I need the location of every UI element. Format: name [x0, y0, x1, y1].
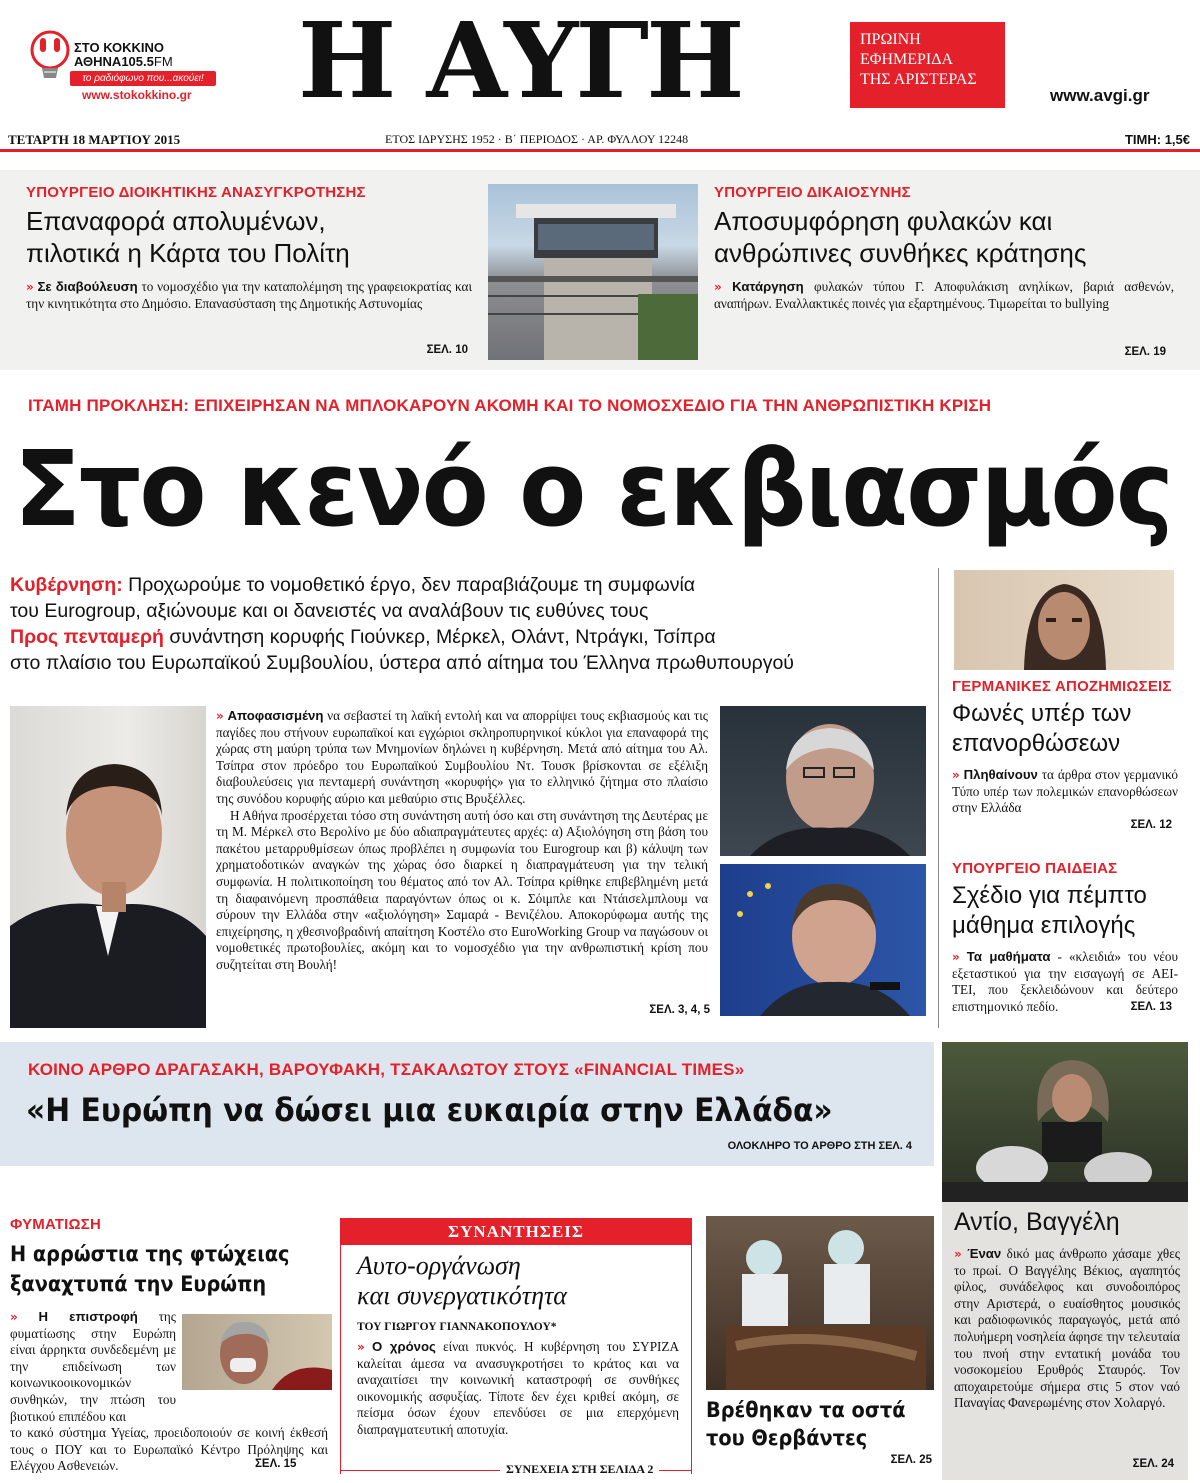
forensics-photo: [706, 1216, 934, 1390]
story-body: » Κατάργηση φυλακών τύπου Γ. Αποφυλάκιση ανηλίκων, βαριά ασθενών, αναπήρων. Εναλλακτικές ποινές για εξαρτημένους. Τιμωρείται το bullying: [714, 279, 1174, 311]
story-body: » Τα μαθήματα - «κλειδιά» του νέου εξεταστικού για την εισαγωγή σε ΑΕΙ-ΤΕΙ, που ξεκλειδώνουν και δεύτερο επιστημονικό πεδίο.: [952, 949, 1178, 1014]
double-chevron-icon: »: [357, 1340, 365, 1354]
headline: Βρέθηκαν τα οστά του Θερβάντες: [706, 1398, 906, 1450]
headline: Αποσυμφόρηση φυλακών και ανθρώπινες συνθήκες κράτησης: [714, 206, 1087, 268]
schaeuble-photo: [720, 706, 926, 856]
headline: Η αρρώστια της φτώχειας ξαναχτυπά την Ευρώπη: [10, 1242, 290, 1296]
kicker: ΓΕΡΜΑΝΙΚΕΣ ΑΠΟΖΗΜΙΩΣΕΙΣ: [952, 678, 1172, 695]
site-url[interactable]: www.avgi.gr: [1050, 86, 1150, 105]
issue-date: ΤΕΤΑΡΤΗ 18 ΜΑΡΤΙΟΥ 2015: [8, 132, 181, 147]
story-body-narrow: » Η επιστροφή της φυματίωσης στην Ευρώπη είναι άρρηκτα συνδεδεμένη με την επιδείνωση των κοινωνικοοικονομικών συνθηκών, την πτώση του βιοτικού επιπέδου και: [10, 1309, 176, 1424]
sidebar-story-education[interactable]: [952, 860, 1178, 1030]
main-headline[interactable]: Στο κενό ο εκβιασμός: [14, 428, 1172, 550]
double-chevron-icon: »: [954, 1247, 962, 1261]
masthead-title: Η ΑΥΓΗ: [298, 0, 742, 122]
page-ref: ΣΕΛ. 25: [890, 1454, 932, 1466]
main-body: » Αποφασισμένη να σεβαστεί τη λαϊκή εντολή και να απορρίψει τους εκβιασμούς και τις παγίδες που στήνουν ευρωπαϊκοί και εγχώριοι σκληροπυρηνικοί κύκλοι για επαναφορά της χώρας στη μαύρη τρύπα των Μνημονίων δηλώνει η κυβέρνηση. Μετά από αίτημα του Αλ. Τσίπρα στον πρόεδρο του Ευρωπαϊκού Συμβουλίου Ντ. Τουσκ βρίσκονται σε εξέλιξη διαβουλεύσεις για πενταμερή συνάντηση «κορυφής» για το ελληνικό ζήτημα στο πλαίσιο της συνόδου κορυφής αύριο και μεθαύριο στις Βρυξέλλες. Η Αθήνα προσέρχεται τόσο στη συνάντηση αυτή όσο και στη συνάντηση της Δευτέρας με τη Μ. Μέρκελ στο Βερολίνο με δύο αδιαπραγμάτευτες αρχές: α) Αξιολόγηση στη βάση του πακέτου μεταρρυθμίσεων όπως προβλέπει η συμφωνία του Eurogroup και β) κάλυψη των χρηματοδοτικών αναγκών της χώρας όσο διαρκεί η διαπραγμάτευση για την τελική συμφωνία. Η πολιτικοποίηση του θέματος από τον Αλ. Τσίπρα κρίθηκε επιβεβλημένη μετά τη διαφαινόμενη προσπάθεια παραγόντων όπως οι κ. Σόιμπλε και Ντάισελμπλουμ να σύρουν την Ελλάδα στην «αξιολόγηση» Σαμαρά - Βενιζέλου. Αποκορύφωμα αυτής της επιχείρησης, η χθεσινοβραδινή απαίτηση Κοστέλο στο EuroWorking Group να παγώσουν οι νομοθετικές πρωτοβουλίες, ακόμη και το νομοσχέδιο για την ανθρωπιστική κρίση που συζητείται στη Βουλή!: [216, 708, 709, 972]
price: ΤΙΜΗ: 1,5€: [1124, 132, 1190, 147]
radio-name: ΣΤΟ ΚΟΚΚΙΝΟ: [74, 40, 165, 55]
continued-ref[interactable]: ΣΥΝΕΧΕΙΑ ΣΤΗ ΣΕΛΙΔΑ 2: [500, 1462, 659, 1477]
main-deck: Κυβέρνηση: Προχωρούμε το νομοθετικό έργο, δεν παραβιάζουμε τη συμφωνία του Eurogroup, αξιώνουμε και οι δανειστές να αναλάβουν τις ευθύνες τους Προς πενταμερή συνάντηση κορυφής Γιούνκερ, Μέρκελ, Ολάντ, Ντράγκι, Τσίπρα στο πλαίσιο του Ευρωπαϊκού Συμβουλίου, ύστερα από αίτημα του Έλληνα πρωθυπουργού: [10, 574, 794, 674]
headline: Επαναφορά απολυμένων, πιλοτικά η Κάρτα του Πολίτη: [26, 206, 350, 268]
main-page-ref: ΣΕΛ. 3, 4, 5: [649, 1004, 710, 1016]
top-left-story[interactable]: [26, 184, 472, 360]
headline: «Η Ευρώπη να δώσει μια ευκαιρία στην Ελλάδα»: [26, 1091, 833, 1129]
sidebar-story-reparations[interactable]: [952, 678, 1178, 848]
obituary-panel[interactable]: [942, 1042, 1188, 1480]
page-ref: ΟΛΟΚΛΗΡΟ ΤΟ ΑΡΘΡΟ ΣΤΗ ΣΕΛ. 4: [727, 1140, 912, 1152]
kicker: ΦΥΜΑΤΙΩΣΗ: [10, 1216, 101, 1233]
headline: Σχέδιο για πέμπτο μάθημα επιλογής: [952, 882, 1147, 939]
radio-url[interactable]: www.stokokkino.gr: [82, 88, 192, 102]
prison-tower-photo: [488, 184, 698, 360]
double-chevron-icon: »: [26, 280, 34, 294]
radio-frequency: ΑΘΗΝΑ105.5FM: [74, 54, 173, 69]
issue-number: ΕΤΟΣ ΙΔΡΥΣΗΣ 1952 · Β΄ ΠΕΡΙΟΔΟΣ · ΑΡ. ΦΥΛΛΟΥ 12248: [385, 132, 689, 146]
masthead-tagline: ΠΡΩΙΝΗ ΕΦΗΜΕΡΙΔΑ ΤΗΣ ΑΡΙΣΤΕΡΑΣ: [850, 22, 1005, 108]
page-ref: ΣΕΛ. 10: [426, 344, 468, 356]
kicker: ΚΟΙΝΟ ΑΡΘΡΟ ΔΡΑΓΑΣΑΚΗ, ΒΑΡΟΥΦΑΚΗ, ΤΣΑΚΑΛΩΤΟΥ ΣΤΟΥΣ «FINANCIAL TIMES»: [28, 1060, 745, 1079]
headline: Αντίο, Βαγγέλη: [954, 1208, 1120, 1236]
story-body: » Πληθαίνουν τα άρθρα στον γερμανικό Τύπο υπέρ των πολεμικών επανορθώσεων στην Ελλάδα: [952, 767, 1178, 816]
radio-slogan: το ραδιόφωνο που...ακούει!: [70, 71, 216, 86]
page-ref: ΣΕΛ. 24: [1132, 1458, 1174, 1470]
column-headline: Αυτο-οργάνωση και συνεργατικότητα: [357, 1251, 567, 1310]
radio-logo[interactable]: [22, 18, 218, 108]
ft-article-box[interactable]: [0, 1042, 934, 1166]
coughing-man-photo: [182, 1314, 332, 1390]
column-byline: ΤΟΥ ΓΙΩΡΓΟΥ ΓΙΑΝΝΑΚΟΠΟΥΛΟΥ*: [357, 1321, 557, 1333]
kicker: ΥΠΟΥΡΓΕΙΟ ΠΑΙΔΕΙΑΣ: [952, 860, 1118, 877]
dateline-bar: [0, 126, 1200, 152]
drummer-photo: [942, 1042, 1188, 1202]
woman-photo: [954, 570, 1174, 670]
microphone-bulb-icon: [28, 28, 72, 84]
kicker: ΥΠΟΥΡΓΕΙΟ ΔΙΚΑΙΟΣΥΝΗΣ: [714, 184, 911, 201]
page-ref: ΣΕΛ. 15: [255, 1458, 297, 1470]
cervantes-story[interactable]: [706, 1396, 934, 1480]
top-right-story[interactable]: [714, 184, 1174, 360]
story-body: » Έναν δικό μας άνθρωπο χάσαμε χθες το πρωί. Ο Βαγγέλης Βέκιος, αγαπητός φίλος, συνάδελφος και συνοδοιπόρος στην Αριστερά, ο ευαίσθητος μουσικός και ραδιοφωνικός παραγωγός, μετά από πολυήμερη νοσηλεία άφησε την τελευταία του πνοή στην εντατική μονάδα του νοσοκομείου Ερυθρός Σταυρός. Τον αποχαιρετούμε σήμερα στις 5 στον ναό Παναγίας Φανερωμένης στον Χολαργό.: [954, 1246, 1180, 1411]
kicker: ΥΠΟΥΡΓΕΙΟ ΔΙΟΙΚΗΤΙΚΗΣ ΑΝΑΣΥΓΚΡΟΤΗΣΗΣ: [26, 184, 366, 201]
page-ref: ΣΕΛ. 19: [1124, 346, 1166, 358]
page-ref: ΣΕΛ. 13: [1130, 1001, 1172, 1014]
dijsselbloem-photo: [720, 864, 926, 1016]
main-kicker: ΙΤΑΜΗ ΠΡΟΚΛΗΣΗ: ΕΠΙΧΕΙΡΗΣΑΝ ΝΑ ΜΠΛΟΚΑΡΟΥΝ ΑΚΟΜΗ ΚΑΙ ΤΟ ΝΟΜΟΣΧΕΔΙΟ ΓΙΑ ΤΗΝ ΑΝΘΡΩΠΙΣΤΙΚΗ ΚΡΙΣΗ: [28, 396, 992, 415]
tsipras-photo: [10, 706, 206, 1028]
double-chevron-icon: »: [216, 709, 224, 723]
double-chevron-icon: »: [952, 768, 960, 782]
page-ref: ΣΕΛ. 12: [1130, 818, 1172, 831]
column-body: » Ο χρόνος είναι πυκνός. Η κυβέρνηση του ΣΥΡΙΖΑ καλείται άμεσα να ανασυγκροτήσει το κράτος και να αναχαιτίσει την κοινωνική καταστροφή σε συνθήκες οικονομικής ασφυξίας. Τίποτε δεν έχει κριθεί ακόμη, σε πείσμα όσων έχουν επενδύσει σε μια επερχόμενη διαπραγματευτική αποτυχία.: [357, 1339, 679, 1437]
column-label: ΣΥΝΑΝΤΗΣΕΙΣ: [341, 1219, 691, 1245]
headline: Φωνές υπέρ των επανορθώσεων: [952, 700, 1132, 757]
story-body: » Σε διαβούλευση το νομοσχέδιο για την καταπολέμηση της γραφειοκρατίας και την κινητικότητα στο Δημόσιο. Επανασύσταση της Δημοτικής Αστυνομίας: [26, 279, 473, 311]
column-divider: [938, 568, 939, 1028]
double-chevron-icon: »: [10, 1310, 18, 1324]
double-chevron-icon: »: [714, 280, 722, 294]
column-box[interactable]: [340, 1218, 692, 1474]
story-body-wide: το κακό σύστημα Υγείας, προειδοποιούν σε κοινή έκθεσή τους ο ΠΟΥ και το Ευρωπαϊκό Κέντρο Πρόληψης και Ελέγχου Ασθενειών.: [10, 1425, 328, 1474]
double-chevron-icon: »: [952, 950, 960, 964]
